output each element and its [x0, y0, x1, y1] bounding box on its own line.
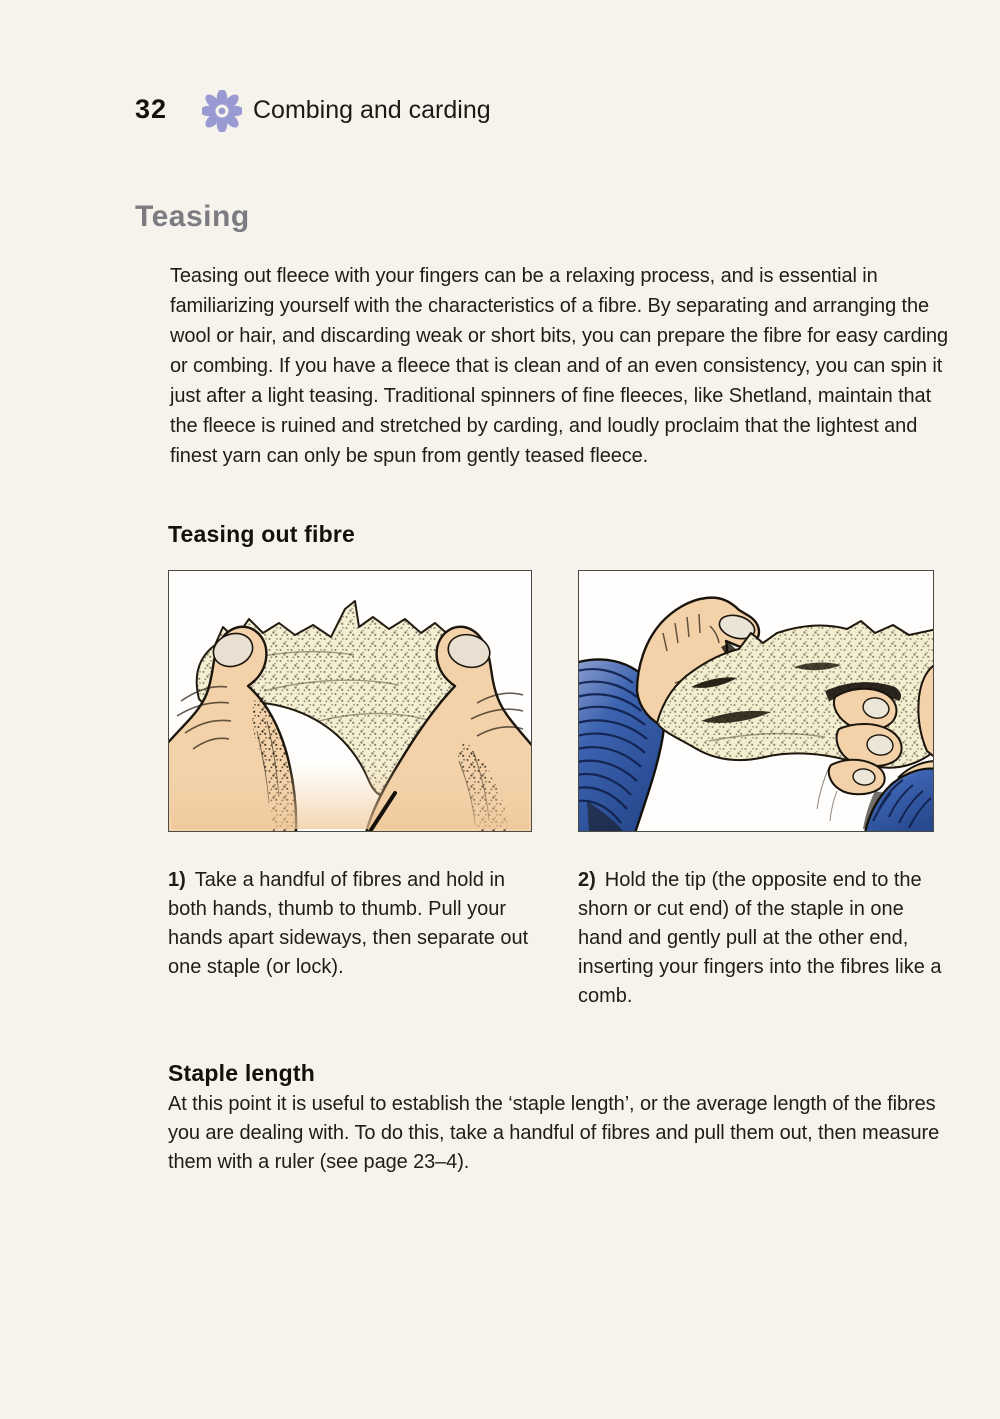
staple-length-paragraph: At this point it is useful to establish the ‘staple length’, or the average length of the fibres you are dealing with. To do this, take a handful of fibres and pull them out, then measure them with a ruler (see page 23–4). [168, 1093, 940, 1173]
step-2-text: Hold the tip (the opposite end to the shorn or cut end) of the staple in one hand and gently pull at the other end, inserting your fingers into the fibres like a comb. [578, 869, 942, 1007]
subheading-teasing-out-fibre: Teasing out fibre [168, 521, 355, 547]
step-1-number: 1) [168, 869, 186, 891]
section-title-teasing: Teasing [135, 200, 250, 233]
intro-paragraph: Teasing out fleece with your fingers can be a relaxing process, and is essential in familiarizing yourself with the characteristics of a fibre. By separating and arranging the wool or hair, and discarding weak or short bits, you can prepare the fibre for easy carding or combing. If you have a fleece that is clean and of an even consistency, you can spin it just after a light teasing. Traditional spinners of fine fleeces, like Shetland, maintain that the fleece is ruined and stretched by carding, and loudly proclaim that the lightest and finest yarn can only be spun from gently teased fleece. [170, 265, 948, 467]
step-1-text: Take a handful of fibres and hold in both hands, thumb to thumb. Pull your hands apart sideways, then separate out one staple (or lock). [168, 869, 529, 978]
subheading-staple-length: Staple length [168, 1060, 316, 1086]
flower-icon [202, 90, 242, 132]
figure-teasing-step1 [168, 570, 532, 832]
chapter-title: Combing and carding [253, 96, 491, 124]
fleece-pulling-illustration [169, 571, 531, 831]
page-number: 32 [135, 94, 168, 124]
step-2-caption [578, 866, 950, 1011]
step-1-caption [168, 866, 536, 982]
fibre-combing-illustration [579, 571, 933, 831]
figure-teasing-step2 [578, 570, 934, 832]
step-2-number: 2) [578, 869, 596, 891]
